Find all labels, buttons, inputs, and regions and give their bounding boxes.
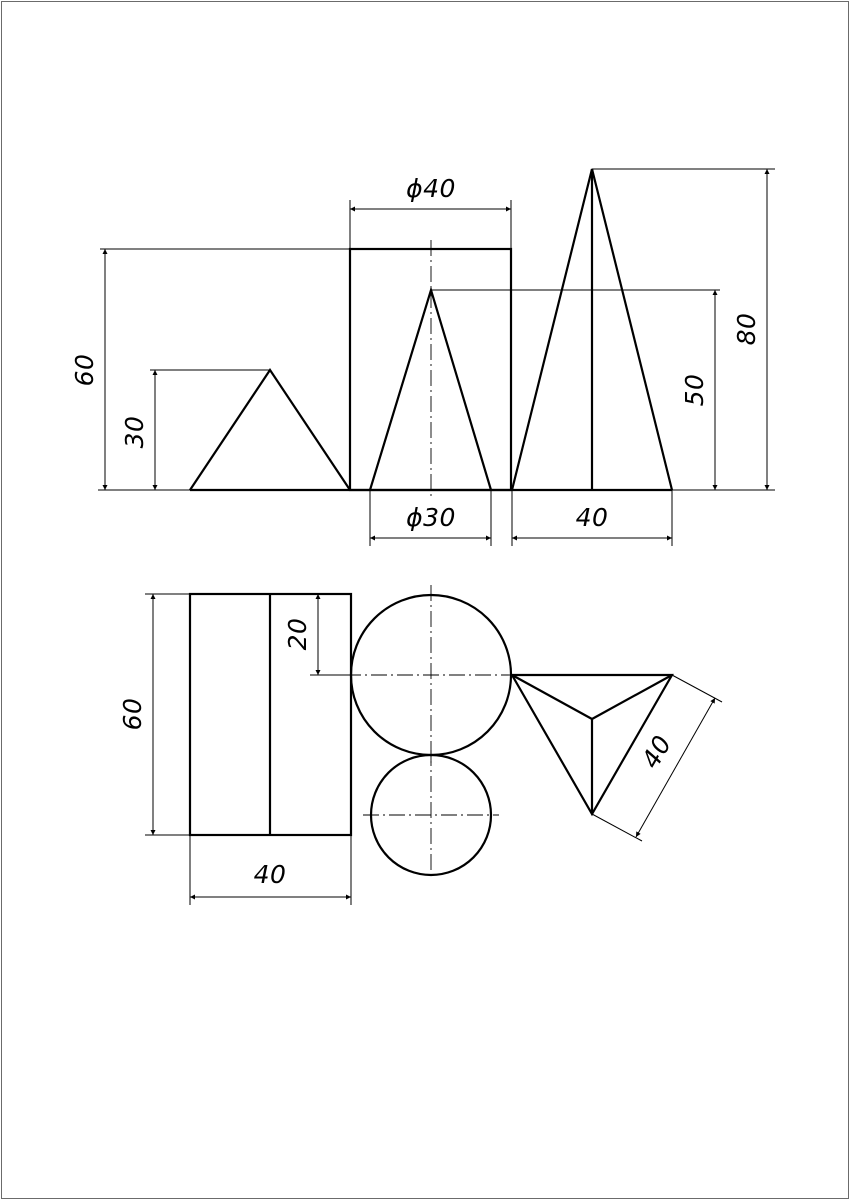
dim-text-50: 50 bbox=[680, 373, 709, 407]
dim-text-80: 80 bbox=[732, 312, 761, 346]
plan-view bbox=[118, 585, 722, 905]
dim-text-60-plan: 60 bbox=[118, 697, 147, 731]
dim-text-20: 20 bbox=[283, 617, 312, 651]
dim-text-30: 30 bbox=[120, 415, 149, 449]
dim-text-40-side: 40 bbox=[635, 730, 678, 774]
dim-text-40-top: 40 bbox=[575, 503, 609, 532]
dim-text-phi30: ϕ30 bbox=[406, 503, 456, 532]
front-view bbox=[70, 169, 775, 546]
ext-line bbox=[592, 814, 642, 841]
dim-text-40-plan: 40 bbox=[253, 860, 287, 889]
dim-text-phi40: ϕ40 bbox=[406, 174, 456, 203]
dim-text-60: 60 bbox=[70, 353, 99, 387]
prism-front-outline bbox=[190, 370, 350, 490]
cone-front-outline bbox=[370, 290, 491, 490]
cylinder-front-outline bbox=[350, 249, 511, 490]
